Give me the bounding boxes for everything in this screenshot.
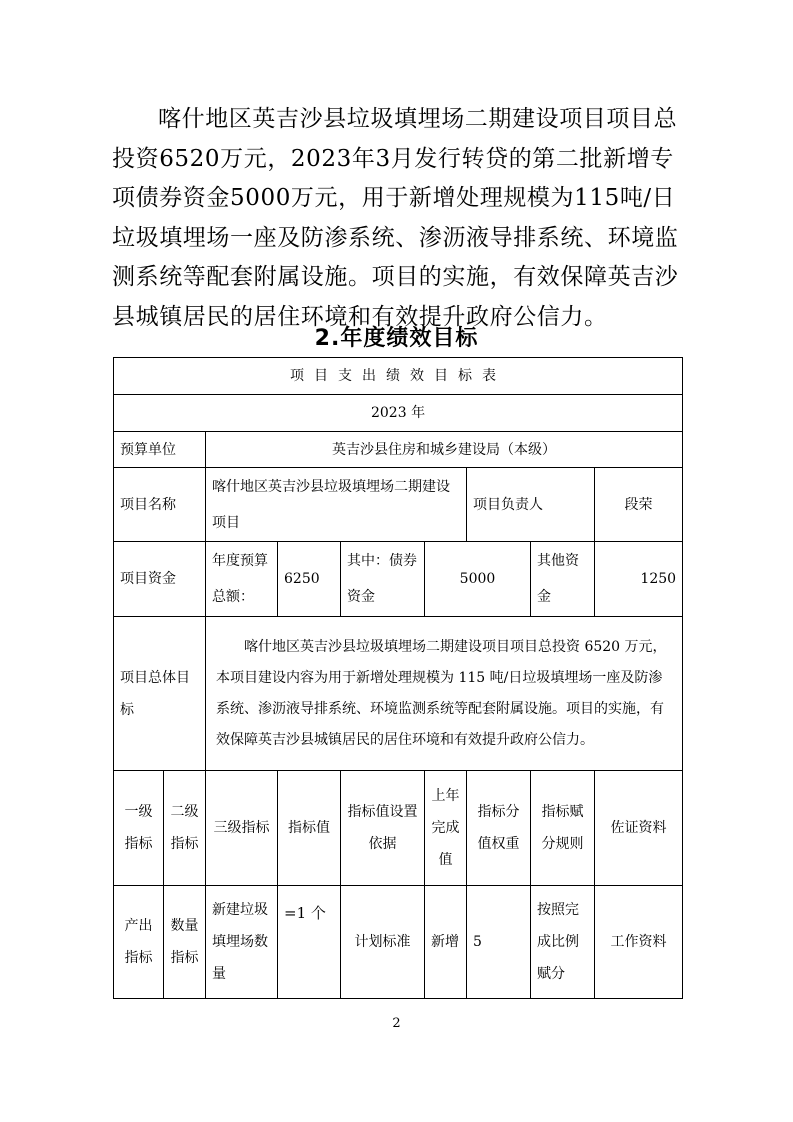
header-level2: 二级指标 xyxy=(164,771,206,886)
bond-label: 其中：债券资金 xyxy=(341,542,425,617)
owner-value: 段荣 xyxy=(595,468,683,542)
section-heading: 2.年度绩效目标 xyxy=(314,326,479,351)
header-last-year: 上年完成值 xyxy=(425,771,467,886)
intro-paragraph xyxy=(112,100,684,337)
row-last-year: 新增 xyxy=(425,886,467,999)
header-rule: 指标赋分规则 xyxy=(531,771,595,886)
annual-budget-value: 6250 xyxy=(278,542,341,617)
header-level1: 一级指标 xyxy=(114,771,164,886)
row-level1: 产出指标 xyxy=(114,886,164,999)
header-value: 指标值 xyxy=(278,771,341,886)
table-year: 2023 年 xyxy=(114,395,683,432)
row-value: =1 个 xyxy=(278,886,341,999)
project-name-value: 喀什地区英吉沙县垃圾填埋场二期建设项目 xyxy=(206,468,467,542)
page-number: 2 xyxy=(392,1016,401,1031)
other-value: 1250 xyxy=(595,542,683,617)
table-title: 项目支出绩效目标表 xyxy=(114,358,683,395)
budget-unit-label: 预算单位 xyxy=(114,432,206,468)
table-row xyxy=(114,886,683,999)
row-evidence: 工作资料 xyxy=(595,886,683,999)
row-level3: 新建垃圾填埋场数量 xyxy=(206,886,278,999)
owner-label: 项目负责人 xyxy=(467,468,595,542)
goal-cell xyxy=(206,617,683,771)
project-name-label: 项目名称 xyxy=(114,468,206,542)
intro-text: 喀什地区英吉沙县垃圾填埋场二期建设项目项目总投资6520万元，2023年3月发行转贷的第二批新增专项债券资金5000万元，用于新增处理规模为115吨/日垃圾填埋场一座及防渗系统、渗沥液导排系统、环境监测系统等配套附属设施。项目的实施，有效保障英吉沙县城镇居民的居住环境和有效提升政府公信力。 xyxy=(112,106,679,330)
row-basis: 计划标准 xyxy=(341,886,425,999)
goal-text: 喀什地区英吉沙县垃圾填埋场二期建设项目项目总投资 6520 万元，本项目建设内容为用于新增处理规模为 115 吨/日垃圾填埋场一座及防渗系统、渗沥液导排系统、环境监测系统等配套附属设施。项目的实施，有效保障英吉沙县城镇居民的居住环境和有效提升政府公信力。 xyxy=(216,638,667,748)
row-weight: 5 xyxy=(467,886,531,999)
goal-label: 项目总体目标 xyxy=(114,617,206,771)
header-basis: 指标值设置依据 xyxy=(341,771,425,886)
annual-budget-label: 年度预算总额： xyxy=(206,542,278,617)
row-rule: 按照完成比例赋分 xyxy=(531,886,595,999)
performance-target-table xyxy=(113,357,683,999)
bond-value: 5000 xyxy=(425,542,531,617)
header-weight: 指标分值权重 xyxy=(467,771,531,886)
other-label: 其他资金 xyxy=(531,542,595,617)
funds-label: 项目资金 xyxy=(114,542,206,617)
row-level2: 数量指标 xyxy=(164,886,206,999)
header-level3: 三级指标 xyxy=(206,771,278,886)
header-evidence: 佐证资料 xyxy=(595,771,683,886)
budget-unit-value: 英吉沙县住房和城乡建设局（本级） xyxy=(206,432,683,468)
